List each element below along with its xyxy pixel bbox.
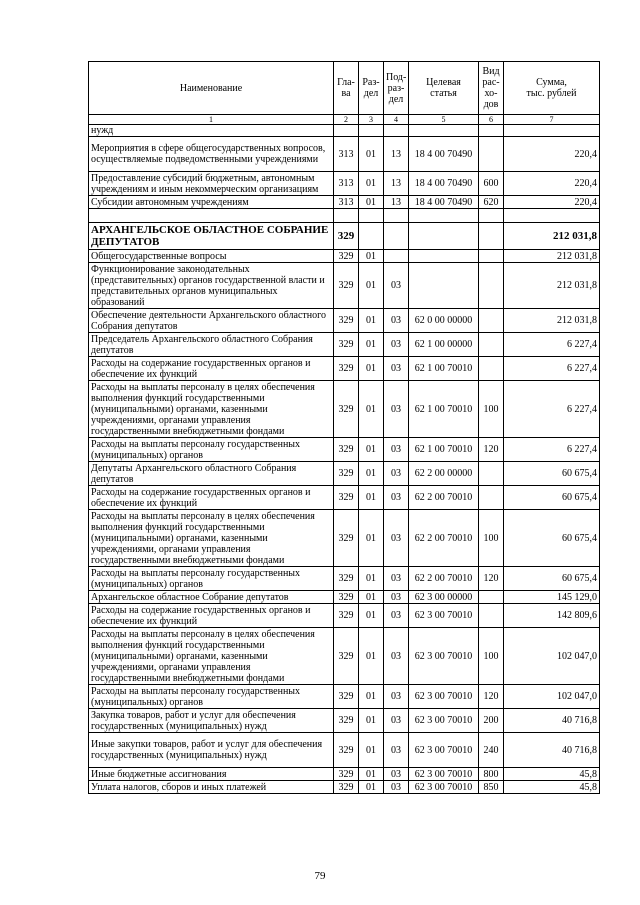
row-podrazdel-cell: 03 <box>384 381 409 438</box>
row-name-cell: Архангельское областное Собрание депутатов <box>89 591 334 604</box>
row-name-cell: Расходы на содержание государственных органов и обеспечение их функций <box>89 604 334 628</box>
table-row <box>89 137 600 172</box>
row-vid-cell <box>479 591 504 604</box>
header-target-text: Целевая статья <box>426 77 461 99</box>
header-name-text: Наименование <box>179 82 243 94</box>
row-podrazdel-cell: 03 <box>384 510 409 567</box>
row-glava-cell: 313 <box>334 172 359 196</box>
row-razdel-cell: 01 <box>359 172 384 196</box>
row-vid-cell: 100 <box>479 381 504 438</box>
row-target-cell: 62 1 00 70010 <box>409 357 479 381</box>
row-razdel-cell: 01 <box>359 333 384 357</box>
row-podrazdel-cell: 03 <box>384 709 409 733</box>
row-target-cell: 62 3 00 70010 <box>409 768 479 781</box>
row-glava-cell: 329 <box>334 357 359 381</box>
row-razdel-cell: 01 <box>359 196 384 209</box>
header-razdel-text: Раз- дел <box>362 77 380 99</box>
row-glava-cell: 329 <box>334 567 359 591</box>
table-row <box>89 223 600 250</box>
row-name-cell: Расходы на выплаты персоналу государственных (муниципальных) органов <box>89 567 334 591</box>
header-name <box>89 62 334 115</box>
row-target-cell: 18 4 00 70490 <box>409 172 479 196</box>
row-target-cell: 62 3 00 70010 <box>409 685 479 709</box>
row-target-cell: 62 3 00 70010 <box>409 628 479 685</box>
empty-cell <box>334 209 359 223</box>
row-vid-cell: 200 <box>479 709 504 733</box>
row-target-cell: 62 2 00 70010 <box>409 486 479 510</box>
table-row <box>89 604 600 628</box>
row-sum-cell: 45,8 <box>504 781 600 794</box>
table-row <box>89 768 600 781</box>
table-header-row <box>89 62 600 115</box>
table-row <box>89 628 600 685</box>
row-target-cell: 62 3 00 70010 <box>409 604 479 628</box>
column-number: 4 <box>384 115 409 125</box>
budget-table-wrapper <box>88 61 599 794</box>
row-vid-cell <box>479 462 504 486</box>
row-podrazdel-cell: 03 <box>384 462 409 486</box>
row-razdel-cell: 01 <box>359 381 384 438</box>
row-glava-cell: 329 <box>334 768 359 781</box>
table-row <box>89 309 600 333</box>
row-razdel-cell: 01 <box>359 263 384 309</box>
row-sum-cell: 220,4 <box>504 196 600 209</box>
row-name-cell: Расходы на содержание государственных органов и обеспечение их функций <box>89 486 334 510</box>
row-sum-cell: 102 047,0 <box>504 628 600 685</box>
table-row <box>89 172 600 196</box>
row-podrazdel-cell: 03 <box>384 309 409 333</box>
row-glava-cell: 329 <box>334 250 359 263</box>
row-name-cell: Расходы на выплаты персоналу государственных (муниципальных) органов <box>89 438 334 462</box>
row-glava-cell: 313 <box>334 196 359 209</box>
row-podrazdel-cell: 03 <box>384 604 409 628</box>
row-sum-cell: 220,4 <box>504 172 600 196</box>
row-sum-cell: 212 031,8 <box>504 263 600 309</box>
header-sum <box>504 62 600 115</box>
row-razdel-cell: 01 <box>359 733 384 768</box>
column-number: 7 <box>504 115 600 125</box>
budget-table <box>88 61 600 794</box>
row-target-cell: 18 4 00 70490 <box>409 137 479 172</box>
row-target-cell: 62 3 00 00000 <box>409 591 479 604</box>
table-row <box>89 510 600 567</box>
table-row <box>89 709 600 733</box>
row-razdel-cell: 01 <box>359 510 384 567</box>
page-number: 79 <box>314 870 326 882</box>
row-vid-cell: 120 <box>479 685 504 709</box>
row-podrazdel-cell: 03 <box>384 768 409 781</box>
column-number-row <box>89 115 600 125</box>
row-podrazdel-cell: 03 <box>384 438 409 462</box>
row-sum-cell: 212 031,8 <box>504 250 600 263</box>
row-sum-cell: 6 227,4 <box>504 381 600 438</box>
row-sum-cell: 6 227,4 <box>504 357 600 381</box>
row-glava-cell: 329 <box>334 685 359 709</box>
row-glava-cell: 329 <box>334 781 359 794</box>
row-podrazdel-cell: 03 <box>384 733 409 768</box>
row-name-cell: Иные бюджетные ассигнования <box>89 768 334 781</box>
row-vid-cell <box>479 357 504 381</box>
row-name-cell: Расходы на выплаты персоналу в целях обеспечения выполнения функций государственными (муниципальными) органами, казенными учреждениями, органами управления государственными внебюджетными фондами <box>89 628 334 685</box>
row-vid-cell <box>479 250 504 263</box>
row-vid-cell: 850 <box>479 781 504 794</box>
row-vid-cell: 100 <box>479 628 504 685</box>
row-podrazdel-cell <box>384 125 409 137</box>
row-sum-cell <box>504 125 600 137</box>
row-name-cell: нужд <box>89 125 334 137</box>
row-razdel-cell: 01 <box>359 709 384 733</box>
row-glava-cell: 329 <box>334 486 359 510</box>
row-razdel-cell: 01 <box>359 462 384 486</box>
row-vid-cell <box>479 486 504 510</box>
row-glava-cell: 329 <box>334 709 359 733</box>
column-number: 1 <box>89 115 334 125</box>
row-vid-cell: 120 <box>479 438 504 462</box>
row-target-cell: 62 1 00 70010 <box>409 381 479 438</box>
row-target-cell: 18 4 00 70490 <box>409 196 479 209</box>
table-row <box>89 567 600 591</box>
row-podrazdel-cell: 03 <box>384 333 409 357</box>
row-podrazdel-cell: 03 <box>384 263 409 309</box>
row-vid-cell <box>479 604 504 628</box>
row-vid-cell <box>479 137 504 172</box>
row-glava-cell: 329 <box>334 462 359 486</box>
empty-cell <box>384 209 409 223</box>
row-name-cell: Расходы на выплаты персоналу в целях обеспечения выполнения функций государственными (муниципальными) органами, казенными учреждениями, органами управления государственными внебюджетными фондами <box>89 381 334 438</box>
table-body <box>89 125 600 794</box>
row-podrazdel-cell: 03 <box>384 591 409 604</box>
row-razdel-cell <box>359 223 384 250</box>
row-razdel-cell: 01 <box>359 604 384 628</box>
row-glava-cell: 329 <box>334 591 359 604</box>
row-razdel-cell: 01 <box>359 685 384 709</box>
row-sum-cell: 220,4 <box>504 137 600 172</box>
row-podrazdel-cell <box>384 250 409 263</box>
row-vid-cell: 800 <box>479 768 504 781</box>
table-row <box>89 263 600 309</box>
row-vid-cell <box>479 333 504 357</box>
row-glava-cell: 329 <box>334 309 359 333</box>
row-glava-cell: 329 <box>334 333 359 357</box>
row-vid-cell: 240 <box>479 733 504 768</box>
row-vid-cell: 620 <box>479 196 504 209</box>
row-vid-cell <box>479 223 504 250</box>
row-razdel-cell: 01 <box>359 137 384 172</box>
row-razdel-cell: 01 <box>359 628 384 685</box>
header-vid <box>479 62 504 115</box>
row-podrazdel-cell: 03 <box>384 628 409 685</box>
empty-cell <box>504 209 600 223</box>
table-row <box>89 125 600 137</box>
header-vid-text: Вид рас- хо- дов <box>482 66 500 110</box>
header-sum-text: Сумма, тыс. рублей <box>526 77 577 99</box>
row-razdel-cell: 01 <box>359 567 384 591</box>
row-glava-cell: 329 <box>334 263 359 309</box>
row-target-cell: 62 1 00 70010 <box>409 438 479 462</box>
row-target-cell <box>409 263 479 309</box>
column-number: 2 <box>334 115 359 125</box>
empty-cell <box>409 209 479 223</box>
row-name-cell: Предоставление субсидий бюджетным, автономным учреждениям и иным некоммерческим организациям <box>89 172 334 196</box>
row-podrazdel-cell: 13 <box>384 172 409 196</box>
row-sum-cell: 6 227,4 <box>504 333 600 357</box>
row-sum-cell: 45,8 <box>504 768 600 781</box>
table-row <box>89 381 600 438</box>
row-razdel-cell: 01 <box>359 309 384 333</box>
row-podrazdel-cell: 03 <box>384 567 409 591</box>
row-vid-cell: 120 <box>479 567 504 591</box>
row-name-cell: Уплата налогов, сборов и иных платежей <box>89 781 334 794</box>
row-target-cell <box>409 250 479 263</box>
table-row <box>89 781 600 794</box>
row-sum-cell: 102 047,0 <box>504 685 600 709</box>
table-row <box>89 357 600 381</box>
row-razdel-cell <box>359 125 384 137</box>
row-name-cell: Расходы на выплаты персоналу государственных (муниципальных) органов <box>89 685 334 709</box>
row-name-cell: Субсидии автономным учреждениям <box>89 196 334 209</box>
row-sum-cell: 212 031,8 <box>504 223 600 250</box>
row-target-cell <box>409 125 479 137</box>
row-razdel-cell: 01 <box>359 250 384 263</box>
row-target-cell: 62 2 00 70010 <box>409 510 479 567</box>
row-name-cell: Председатель Архангельского областного Собрания депутатов <box>89 333 334 357</box>
row-name-cell: Мероприятия в сфере общегосударственных вопросов, осуществляемые подведомственными учреждениями <box>89 137 334 172</box>
row-sum-cell: 142 809,6 <box>504 604 600 628</box>
row-podrazdel-cell <box>384 223 409 250</box>
row-podrazdel-cell: 03 <box>384 685 409 709</box>
row-vid-cell: 600 <box>479 172 504 196</box>
row-name-cell: Обеспечение деятельности Архангельского областного Собрания депутатов <box>89 309 334 333</box>
row-glava-cell <box>334 125 359 137</box>
column-number: 6 <box>479 115 504 125</box>
row-sum-cell: 145 129,0 <box>504 591 600 604</box>
table-row <box>89 733 600 768</box>
table-row <box>89 438 600 462</box>
row-glava-cell: 329 <box>334 510 359 567</box>
row-target-cell: 62 2 00 00000 <box>409 462 479 486</box>
row-vid-cell <box>479 263 504 309</box>
row-name-cell: Функционирование законодательных (представительных) органов государственной власти и представительных органов муниципальных образований <box>89 263 334 309</box>
row-name-cell: Расходы на содержание государственных органов и обеспечение их функций <box>89 357 334 381</box>
row-sum-cell: 60 675,4 <box>504 567 600 591</box>
row-razdel-cell: 01 <box>359 357 384 381</box>
row-razdel-cell: 01 <box>359 768 384 781</box>
row-target-cell: 62 0 00 00000 <box>409 309 479 333</box>
row-name-cell: Расходы на выплаты персоналу в целях обеспечения выполнения функций государственными (муниципальными) органами, казенными учреждениями, органами управления государственными внебюджетными фондами <box>89 510 334 567</box>
header-razdel <box>359 62 384 115</box>
row-vid-cell: 100 <box>479 510 504 567</box>
row-podrazdel-cell: 03 <box>384 781 409 794</box>
row-name-cell: АРХАНГЕЛЬСКОЕ ОБЛАСТНОЕ СОБРАНИЕ ДЕПУТАТОВ <box>89 223 334 250</box>
spacer-row <box>89 209 600 223</box>
row-vid-cell <box>479 309 504 333</box>
table-row <box>89 591 600 604</box>
row-glava-cell: 329 <box>334 733 359 768</box>
row-razdel-cell: 01 <box>359 486 384 510</box>
table-row <box>89 486 600 510</box>
row-podrazdel-cell: 03 <box>384 357 409 381</box>
row-podrazdel-cell: 13 <box>384 137 409 172</box>
row-glava-cell: 329 <box>334 604 359 628</box>
row-target-cell: 62 3 00 70010 <box>409 781 479 794</box>
empty-cell <box>89 209 334 223</box>
row-sum-cell: 6 227,4 <box>504 438 600 462</box>
row-glava-cell: 329 <box>334 223 359 250</box>
empty-cell <box>359 209 384 223</box>
row-target-cell: 62 1 00 00000 <box>409 333 479 357</box>
row-name-cell: Закупка товаров, работ и услуг для обеспечения государственных (муниципальных) нужд <box>89 709 334 733</box>
header-glava <box>334 62 359 115</box>
row-glava-cell: 329 <box>334 438 359 462</box>
row-sum-cell: 40 716,8 <box>504 733 600 768</box>
header-glava-text: Гла- ва <box>337 77 355 99</box>
row-vid-cell <box>479 125 504 137</box>
row-sum-cell: 60 675,4 <box>504 486 600 510</box>
row-glava-cell: 329 <box>334 381 359 438</box>
row-podrazdel-cell: 13 <box>384 196 409 209</box>
table-row <box>89 462 600 486</box>
row-razdel-cell: 01 <box>359 591 384 604</box>
row-name-cell: Общегосударственные вопросы <box>89 250 334 263</box>
row-target-cell: 62 3 00 70010 <box>409 709 479 733</box>
row-name-cell: Депутаты Архангельского областного Собрания депутатов <box>89 462 334 486</box>
row-name-cell: Иные закупки товаров, работ и услуг для обеспечения государственных (муниципальных) нужд <box>89 733 334 768</box>
row-glava-cell: 329 <box>334 628 359 685</box>
table-row <box>89 196 600 209</box>
column-number: 5 <box>409 115 479 125</box>
row-target-cell: 62 3 00 70010 <box>409 733 479 768</box>
row-sum-cell: 40 716,8 <box>504 709 600 733</box>
row-target-cell: 62 2 00 70010 <box>409 567 479 591</box>
table-row <box>89 333 600 357</box>
row-glava-cell: 313 <box>334 137 359 172</box>
row-sum-cell: 212 031,8 <box>504 309 600 333</box>
table-row <box>89 250 600 263</box>
header-podrazdel <box>384 62 409 115</box>
row-target-cell <box>409 223 479 250</box>
row-razdel-cell: 01 <box>359 781 384 794</box>
row-razdel-cell: 01 <box>359 438 384 462</box>
header-podrazdel-text: Под- раз- дел <box>386 71 407 105</box>
row-sum-cell: 60 675,4 <box>504 462 600 486</box>
column-number: 3 <box>359 115 384 125</box>
empty-cell <box>479 209 504 223</box>
header-target <box>409 62 479 115</box>
row-podrazdel-cell: 03 <box>384 486 409 510</box>
row-sum-cell: 60 675,4 <box>504 510 600 567</box>
table-row <box>89 685 600 709</box>
